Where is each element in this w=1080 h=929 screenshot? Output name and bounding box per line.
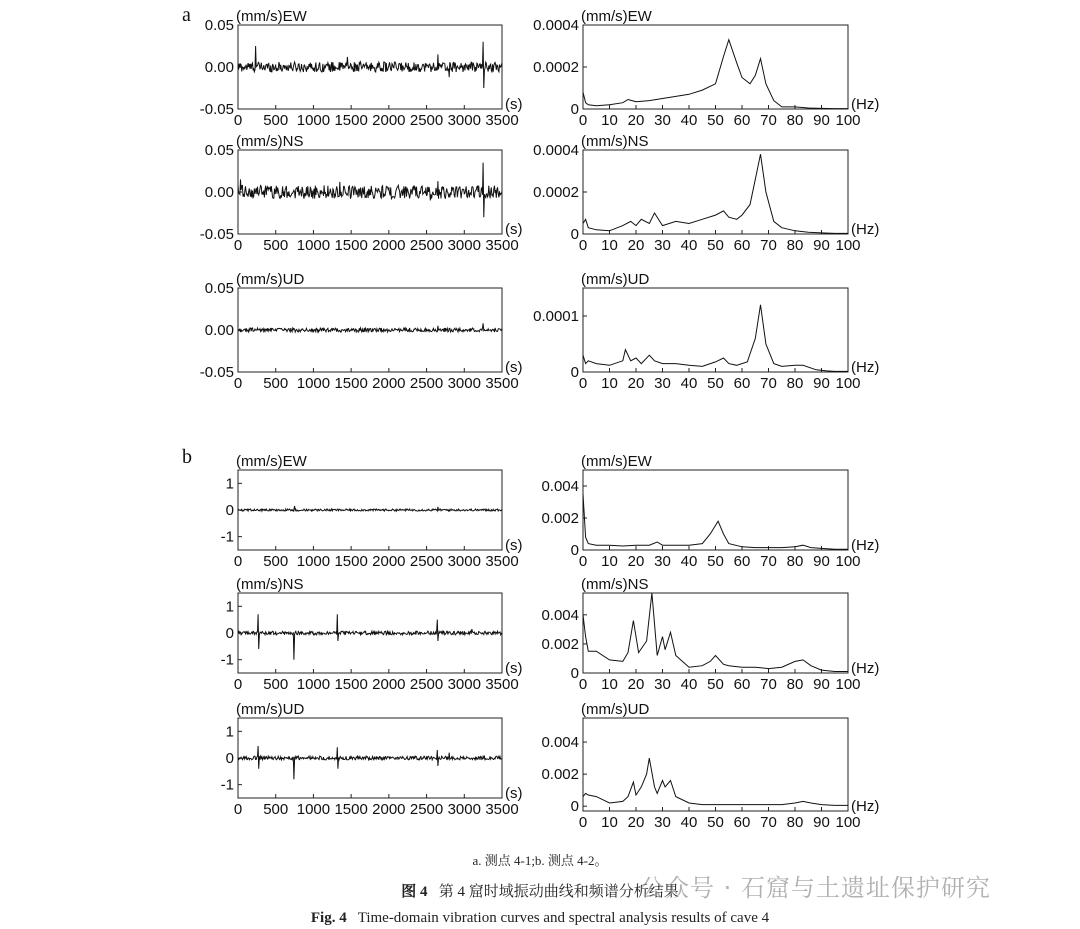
x-tick-label: 1500 [334, 553, 368, 570]
x-tick-label: 50 [707, 814, 724, 831]
x-tick-label: 500 [263, 801, 289, 818]
channel-label: (mm/s)EW [236, 8, 307, 25]
chart-a-freq-ns [533, 133, 879, 254]
plot-frame [583, 25, 848, 109]
x-tick-label: 40 [680, 237, 698, 254]
x-tick-label: 100 [835, 553, 861, 570]
x-tick-label: 2000 [372, 375, 406, 392]
x-tick-label: 0 [233, 237, 243, 254]
x-tick-label: 3500 [485, 801, 519, 818]
series-line [583, 305, 848, 372]
x-tick-label: 20 [627, 553, 645, 570]
chart-b-freq-ud [541, 701, 879, 831]
x-tick-label: 30 [654, 676, 671, 693]
x-tick-label: 70 [760, 676, 777, 693]
x-tick-label: 3500 [485, 553, 519, 570]
series-line [238, 323, 502, 332]
x-tick-label: 3500 [485, 237, 519, 254]
caption-english-prefix: Fig. 4 [310, 910, 347, 926]
x-tick-label: 2500 [409, 112, 444, 129]
x-tick-label: 20 [627, 112, 645, 129]
y-tick-label: 0 [225, 502, 234, 519]
series-line [583, 758, 848, 805]
x-tick-label: 90 [813, 814, 830, 831]
x-tick-label: 500 [263, 237, 289, 254]
x-tick-label: 30 [654, 814, 671, 831]
x-tick-label: 0 [233, 676, 243, 693]
y-tick-label: -1 [220, 651, 234, 669]
x-tick-label: 40 [680, 814, 698, 831]
x-tick-label: 0 [578, 676, 588, 693]
series-line [238, 163, 502, 218]
x-tick-label: 50 [707, 375, 724, 392]
y-tick-label: -0.05 [199, 226, 234, 243]
x-tick-label: 1500 [334, 801, 368, 818]
x-unit-label: (s) [505, 785, 523, 802]
x-tick-label: 3000 [447, 676, 481, 693]
x-unit-label: (s) [505, 359, 523, 376]
series-line [238, 42, 502, 88]
x-tick-label: 100 [835, 676, 861, 693]
x-tick-label: 30 [654, 112, 671, 129]
x-tick-label: 3000 [447, 375, 481, 392]
x-tick-label: 0 [233, 801, 243, 818]
x-tick-label: 10 [601, 375, 618, 392]
y-tick-label: 0.004 [541, 478, 579, 495]
x-tick-label: 20 [627, 814, 645, 831]
channel-label: (mm/s)EW [581, 8, 652, 25]
x-tick-label: 3500 [485, 375, 519, 392]
y-tick-label: 0 [570, 665, 579, 682]
x-tick-label: 0 [233, 553, 243, 570]
series-line [583, 40, 848, 109]
x-tick-label: 70 [760, 237, 777, 254]
x-tick-label: 3000 [447, 801, 481, 818]
x-tick-label: 500 [263, 553, 289, 570]
x-tick-label: 70 [760, 814, 777, 831]
x-unit-label: (s) [505, 537, 523, 554]
watermark-text: 公众号 · 石窟与土遗址保护研究 [640, 874, 991, 902]
x-tick-label: 10 [601, 814, 618, 831]
x-tick-label: 30 [654, 553, 671, 570]
x-unit-label: (Hz) [851, 221, 880, 238]
x-unit-label: (Hz) [851, 660, 880, 677]
panel-letter-a: a [182, 4, 191, 26]
x-unit-label: (Hz) [851, 798, 880, 815]
plot-frame [583, 470, 848, 550]
y-tick-label: 0 [570, 101, 579, 118]
channel-label: (mm/s)EW [581, 453, 652, 470]
series-line [238, 746, 502, 779]
chart-b-freq-ns [541, 576, 879, 693]
x-tick-label: 500 [263, 676, 289, 693]
x-tick-label: 1500 [334, 237, 368, 254]
x-tick-label: 2000 [372, 112, 406, 129]
y-tick-label: 0.002 [541, 635, 579, 653]
x-tick-label: 1000 [296, 237, 331, 254]
chart-b-time-ew [221, 453, 523, 570]
x-tick-label: 1000 [296, 553, 331, 570]
chart-a-time-ew [200, 8, 523, 129]
channel-label: (mm/s)NS [581, 133, 649, 150]
y-tick-label: 0.05 [204, 280, 234, 297]
plot-frame [583, 150, 848, 234]
y-tick-label: 0.002 [541, 510, 579, 527]
y-tick-label: 1 [225, 723, 234, 741]
y-tick-label: 0 [225, 625, 234, 642]
x-tick-label: 30 [654, 237, 671, 254]
x-tick-label: 3000 [447, 112, 481, 129]
series-line [583, 154, 848, 233]
x-tick-label: 0 [578, 553, 588, 570]
x-tick-label: 0 [233, 375, 243, 392]
x-tick-label: 0 [578, 112, 588, 129]
y-tick-label: 0.00 [204, 184, 234, 201]
x-tick-label: 1000 [296, 801, 331, 818]
x-unit-label: (Hz) [851, 359, 880, 376]
y-tick-label: 0.0002 [533, 184, 579, 201]
series-line [583, 494, 848, 549]
x-tick-label: 100 [835, 375, 861, 392]
x-tick-label: 90 [813, 112, 830, 129]
x-tick-label: 100 [835, 112, 861, 129]
caption-english-text: Time-domain vibration curves and spectral analysis results of cave 4 [357, 910, 770, 926]
x-unit-label: (Hz) [851, 96, 880, 113]
series-line [583, 593, 848, 672]
y-tick-label: 0.0001 [533, 308, 579, 325]
y-tick-label: 0 [570, 226, 579, 243]
x-tick-label: 100 [835, 237, 861, 254]
x-tick-label: 3500 [485, 676, 519, 693]
x-tick-label: 50 [707, 553, 724, 570]
x-unit-label: (s) [505, 96, 523, 113]
x-tick-label: 10 [601, 553, 618, 570]
x-tick-label: 80 [786, 814, 804, 831]
y-tick-label: 1 [225, 598, 234, 616]
x-tick-label: 2000 [372, 237, 406, 254]
x-tick-label: 80 [786, 375, 804, 392]
y-tick-label: -0.05 [199, 364, 234, 381]
y-tick-label: 0.00 [204, 59, 234, 76]
x-tick-label: 1000 [296, 375, 331, 392]
y-tick-label: 0.002 [541, 766, 579, 784]
x-tick-label: 30 [654, 375, 671, 392]
x-tick-label: 3000 [447, 553, 481, 570]
chart-a-freq-ew [533, 8, 879, 129]
y-tick-label: 1 [225, 475, 234, 493]
y-tick-label: 0.0004 [533, 17, 579, 34]
x-tick-label: 90 [813, 676, 830, 693]
channel-label: (mm/s)NS [236, 133, 304, 150]
x-unit-label: (s) [505, 660, 523, 677]
x-tick-label: 10 [601, 237, 618, 254]
x-tick-label: 500 [263, 375, 289, 392]
x-tick-label: 1000 [296, 112, 331, 129]
plot-frame [583, 718, 848, 811]
x-tick-label: 60 [733, 814, 751, 831]
y-tick-label: 0.00 [204, 322, 234, 339]
x-tick-label: 2000 [372, 676, 406, 693]
channel-label: (mm/s)UD [581, 271, 650, 288]
y-tick-label: 0 [225, 750, 234, 767]
chart-a-freq-ud [533, 271, 879, 392]
y-tick-label: -1 [220, 528, 234, 546]
channel-label: (mm/s)UD [581, 701, 650, 718]
caption-english [0, 910, 1080, 927]
x-tick-label: 3000 [447, 237, 481, 254]
x-tick-label: 2500 [409, 801, 444, 818]
channel-label: (mm/s)UD [236, 271, 305, 288]
x-tick-label: 0 [578, 237, 588, 254]
chart-b-freq-ew [541, 453, 879, 570]
chart-b-time-ud [221, 701, 523, 818]
x-tick-label: 10 [601, 112, 618, 129]
x-tick-label: 2500 [409, 237, 444, 254]
x-tick-label: 500 [263, 112, 289, 129]
y-tick-label: 0 [570, 542, 579, 559]
y-tick-label: 0 [570, 798, 579, 816]
y-tick-label: 0.0004 [533, 142, 579, 159]
x-tick-label: 70 [760, 112, 777, 129]
channel-label: (mm/s)EW [236, 453, 307, 470]
x-tick-label: 2500 [409, 375, 444, 392]
caption-chinese-prefix: 图 4 [401, 884, 428, 900]
y-tick-label: 0.05 [204, 17, 234, 34]
x-tick-label: 40 [680, 112, 698, 129]
x-unit-label: (Hz) [851, 537, 880, 554]
x-tick-label: 50 [707, 676, 724, 693]
x-tick-label: 0 [578, 375, 588, 392]
y-tick-label: 0.0002 [533, 59, 579, 76]
x-tick-label: 1500 [334, 112, 368, 129]
x-tick-label: 80 [786, 676, 804, 693]
channel-label: (mm/s)UD [236, 701, 305, 718]
y-tick-label: -1 [220, 776, 234, 794]
x-tick-label: 0 [233, 112, 243, 129]
x-tick-label: 80 [786, 112, 804, 129]
panel-letter-b: b [182, 446, 192, 468]
x-tick-label: 50 [707, 237, 724, 254]
y-tick-label: 0.004 [541, 606, 579, 624]
y-tick-label: 0.05 [204, 142, 234, 159]
x-unit-label: (s) [505, 221, 523, 238]
x-tick-label: 1000 [296, 676, 331, 693]
x-tick-label: 40 [680, 676, 698, 693]
series-line [238, 506, 502, 511]
x-tick-label: 40 [680, 375, 698, 392]
channel-label: (mm/s)NS [581, 576, 649, 593]
x-tick-label: 90 [813, 237, 830, 254]
x-tick-label: 70 [760, 553, 777, 570]
chart-b-time-ns [221, 576, 523, 693]
x-tick-label: 60 [733, 676, 751, 693]
x-tick-label: 3500 [485, 112, 519, 129]
x-tick-label: 90 [813, 375, 830, 392]
x-tick-label: 2000 [372, 801, 406, 818]
chart-a-time-ns [200, 133, 523, 254]
y-tick-label: 0.004 [541, 734, 579, 752]
x-tick-label: 1500 [334, 375, 368, 392]
x-tick-label: 60 [733, 375, 751, 392]
x-tick-label: 100 [835, 814, 861, 831]
x-tick-label: 50 [707, 112, 724, 129]
chart-a-time-ud [200, 271, 523, 392]
caption-chinese-text: 第 4 窟时域振动曲线和频谱分析结果 [438, 884, 679, 900]
x-tick-label: 70 [760, 375, 777, 392]
x-tick-label: 20 [627, 237, 645, 254]
caption-subpanels: a. 测点 4-1;b. 测点 4-2。 [472, 853, 608, 868]
series-line [238, 614, 502, 659]
x-tick-label: 80 [786, 553, 804, 570]
x-tick-label: 10 [601, 676, 618, 693]
x-tick-label: 40 [680, 553, 698, 570]
x-tick-label: 60 [733, 237, 751, 254]
x-tick-label: 60 [733, 553, 751, 570]
y-tick-label: -0.05 [199, 101, 234, 118]
x-tick-label: 90 [813, 553, 830, 570]
y-tick-label: 0 [570, 364, 579, 381]
x-tick-label: 20 [627, 676, 645, 693]
x-tick-label: 0 [578, 814, 588, 831]
x-tick-label: 2500 [409, 676, 444, 693]
x-tick-label: 1500 [334, 676, 368, 693]
channel-label: (mm/s)NS [236, 576, 304, 593]
x-tick-label: 60 [733, 112, 751, 129]
x-tick-label: 20 [627, 375, 645, 392]
x-tick-label: 2500 [409, 553, 444, 570]
x-tick-label: 2000 [372, 553, 406, 570]
x-tick-label: 80 [786, 237, 804, 254]
